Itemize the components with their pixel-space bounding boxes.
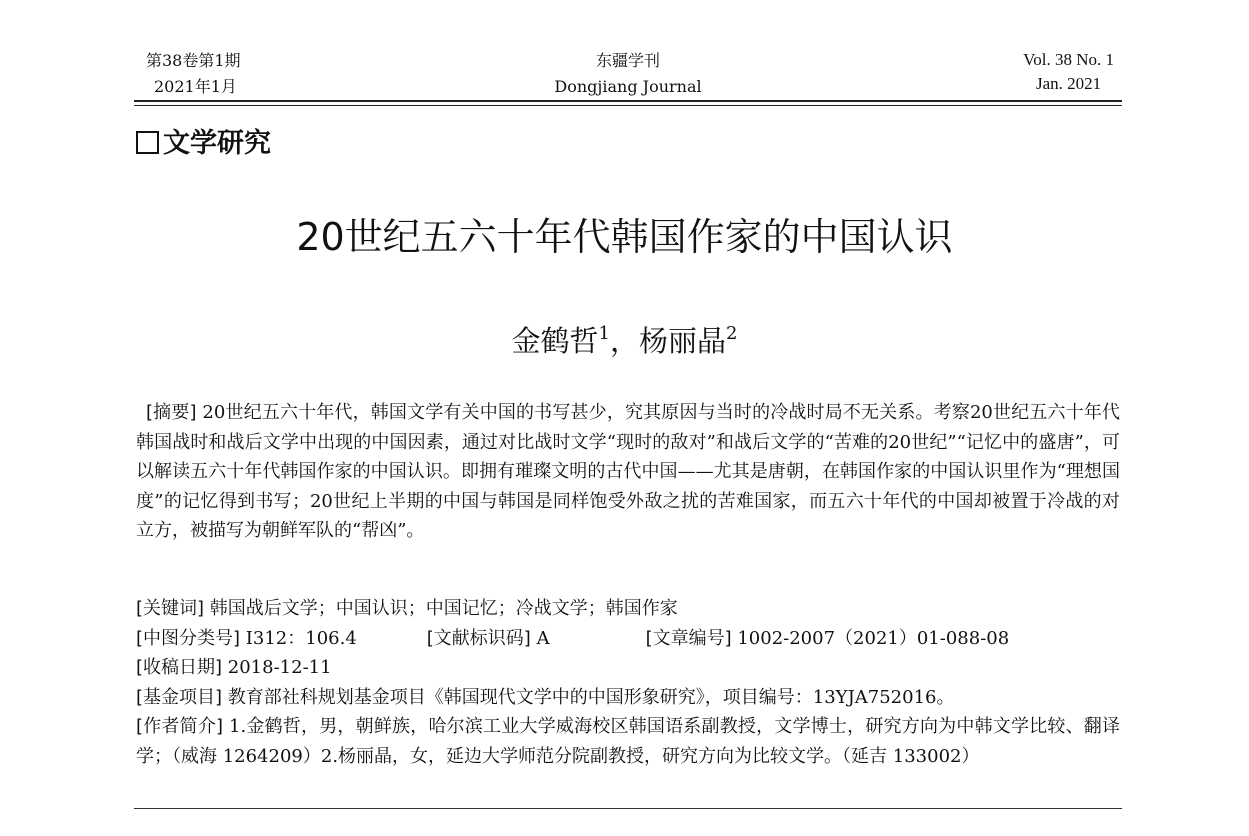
abstract-label: [摘要] bbox=[146, 402, 197, 423]
footer-divider bbox=[134, 808, 1122, 809]
clc-label: [中图分类号] bbox=[136, 627, 241, 649]
header-journal-name bbox=[136, 48, 1120, 100]
square-box-icon bbox=[136, 131, 159, 154]
header-divider bbox=[134, 100, 1122, 106]
article-no-label: [文章编号] bbox=[645, 627, 732, 649]
author-bio-label: [作者简介] bbox=[136, 716, 224, 737]
author-1: 金鹤哲 bbox=[511, 324, 599, 358]
fund-label: [基金项目] bbox=[136, 686, 223, 708]
author-line bbox=[0, 314, 1249, 361]
section-label bbox=[136, 124, 271, 164]
author-separator: ， bbox=[609, 324, 639, 358]
received-value: 2018-12-11 bbox=[227, 657, 332, 678]
author-2: 杨丽晶 bbox=[639, 324, 727, 358]
article-no-value: 1002-2007（2021）01-088-08 bbox=[737, 627, 1010, 649]
header-date-cn: 2021年1月 bbox=[154, 77, 237, 96]
header-volume-cn: 第38卷第1期 bbox=[146, 51, 241, 70]
abstract-text: 20世纪五六十年代，韩国文学有关中国的书写甚少，究其原因与当时的冷战时局不无关系。考察20世纪五六十年代韩国战时和战后文学中出现的中国因素，通过对比战时文学“现时的敌对”和战后文学的“苦难的20世纪”“记忆中的盛唐”，可以解读五六十年代韩国作家的中国认识。即拥有璀璨文明的古代中国——尤其是唐朝，在韩国作家的中国认识里作为“理想国度”的记忆得到书写；20世纪上半期的中国与韩国是同样饱受外敌之扰的苦难国家，而五六十年代的中国却被置于冷战的对立方，被描写为朝鲜军队的“帮凶”。 bbox=[136, 402, 1120, 541]
header-journal-cn: 东疆学刊 bbox=[595, 51, 660, 70]
paper-title: 20世纪五六十年代韩国作家的中国认识 bbox=[296, 215, 953, 259]
article-metadata bbox=[136, 594, 1120, 771]
fund-value: 教育部社科规划基金项目《韩国现代文学中的中国形象研究》，项目编号：13YJA752016。 bbox=[227, 686, 955, 708]
header-journal-en: Dongjiang Journal bbox=[554, 77, 702, 96]
header-volume-no: Vol. 38 No. 1 bbox=[1023, 50, 1114, 69]
clc-value: I312：106.4 bbox=[245, 627, 357, 649]
section-title: 文学研究 bbox=[163, 128, 271, 159]
doc-code-label: [文献标识码] bbox=[426, 627, 531, 649]
received-row bbox=[136, 653, 1120, 683]
classification-row bbox=[136, 624, 1120, 654]
author-bio-value: 1.金鹤哲，男，朝鲜族，哈尔滨工业大学威海校区韩国语系副教授，文学博士，研究方向为中韩文学比较、翻译学；（威海 1264209）2.杨丽晶，女，延边大学师范分院副教授，研究方向为比较文学。（延吉 133002） bbox=[136, 716, 1121, 767]
header-volume-en bbox=[1023, 48, 1114, 96]
author-2-affiliation: 2 bbox=[726, 323, 738, 344]
doc-code-value: A bbox=[536, 627, 550, 649]
author-1-affiliation: 1 bbox=[598, 323, 610, 344]
received-label: [收稿日期] bbox=[136, 657, 223, 678]
header-date-en: Jan. 2021 bbox=[1035, 74, 1102, 93]
keywords-value: 韩国战后文学；中国认识；中国记忆；冷战文学；韩国作家 bbox=[209, 598, 678, 619]
fund-row bbox=[136, 683, 1120, 713]
running-header bbox=[136, 48, 1120, 104]
keywords-label: [关键词] bbox=[136, 598, 205, 619]
keywords-row bbox=[136, 594, 1120, 624]
abstract bbox=[136, 398, 1120, 546]
author-bio-row bbox=[136, 712, 1120, 771]
